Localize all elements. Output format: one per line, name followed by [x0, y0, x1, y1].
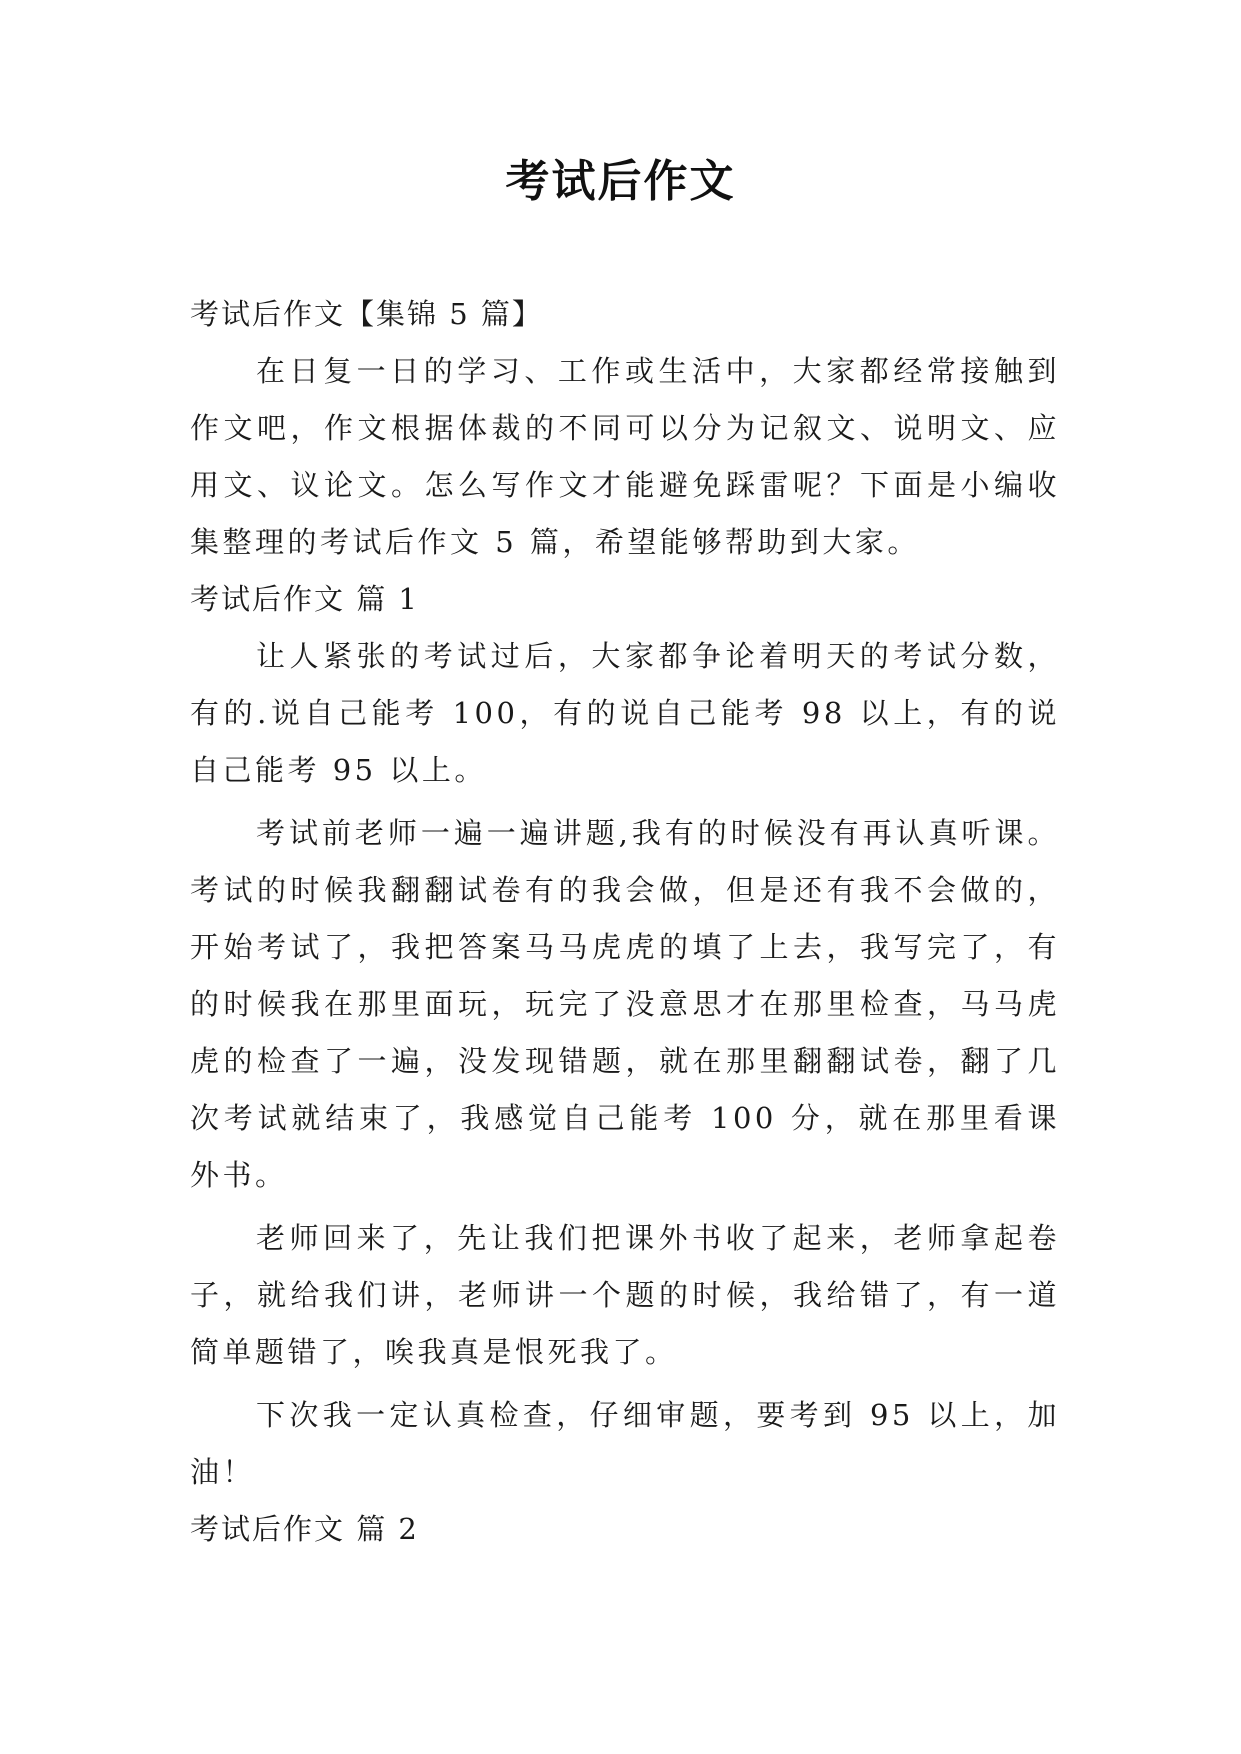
- essay-1-paragraph-3: 老师回来了，先让我们把课外书收了起来，老师拿起卷子，就给我们讲，老师讲一个题的时候，我给错了，有一道简单题错了，唉我真是恨死我了。: [190, 1221, 1060, 1369]
- essay-1-heading: 考试后作文 篇 1: [190, 582, 419, 616]
- document-body: [190, 286, 1060, 1558]
- essay-2-heading: 考试后作文 篇 2: [190, 1512, 419, 1546]
- essay-1-paragraph-4: 下次我一定认真检查，仔细审题，要考到 95 以上，加油！: [190, 1398, 1060, 1489]
- document-title: 考试后作文: [505, 156, 736, 207]
- collection-heading: 考试后作文【集锦 5 篇】: [190, 297, 543, 331]
- essay-1-paragraph-1: 让人紧张的考试过后，大家都争论着明天的考试分数，有的.说自己能考 100，有的说自己能考 98 以上，有的说自己能考 95 以上。: [190, 639, 1060, 787]
- essay-1-paragraph-2: 考试前老师一遍一遍讲题,我有的时候没有再认真听课。考试的时候我翻翻试卷有的我会做，但是还有我不会做的，开始考试了，我把答案马马虎虎的填了上去，我写完了，有的时候我在那里面玩，玩完了没意思才在那里检查，马马虎虎的检查了一遍，没发现错题，就在那里翻翻试卷，翻了几次考试就结束了，我感觉自己能考 100 分，就在那里看课外书。: [190, 816, 1060, 1192]
- intro-paragraph: 在日复一日的学习、工作或生活中，大家都经常接触到作文吧，作文根据体裁的不同可以分为记叙文、说明文、应用文、议论文。怎么写作文才能避免踩雷呢？下面是小编收集整理的考试后作文 5 篇，希望能够帮助到大家。: [190, 354, 1060, 559]
